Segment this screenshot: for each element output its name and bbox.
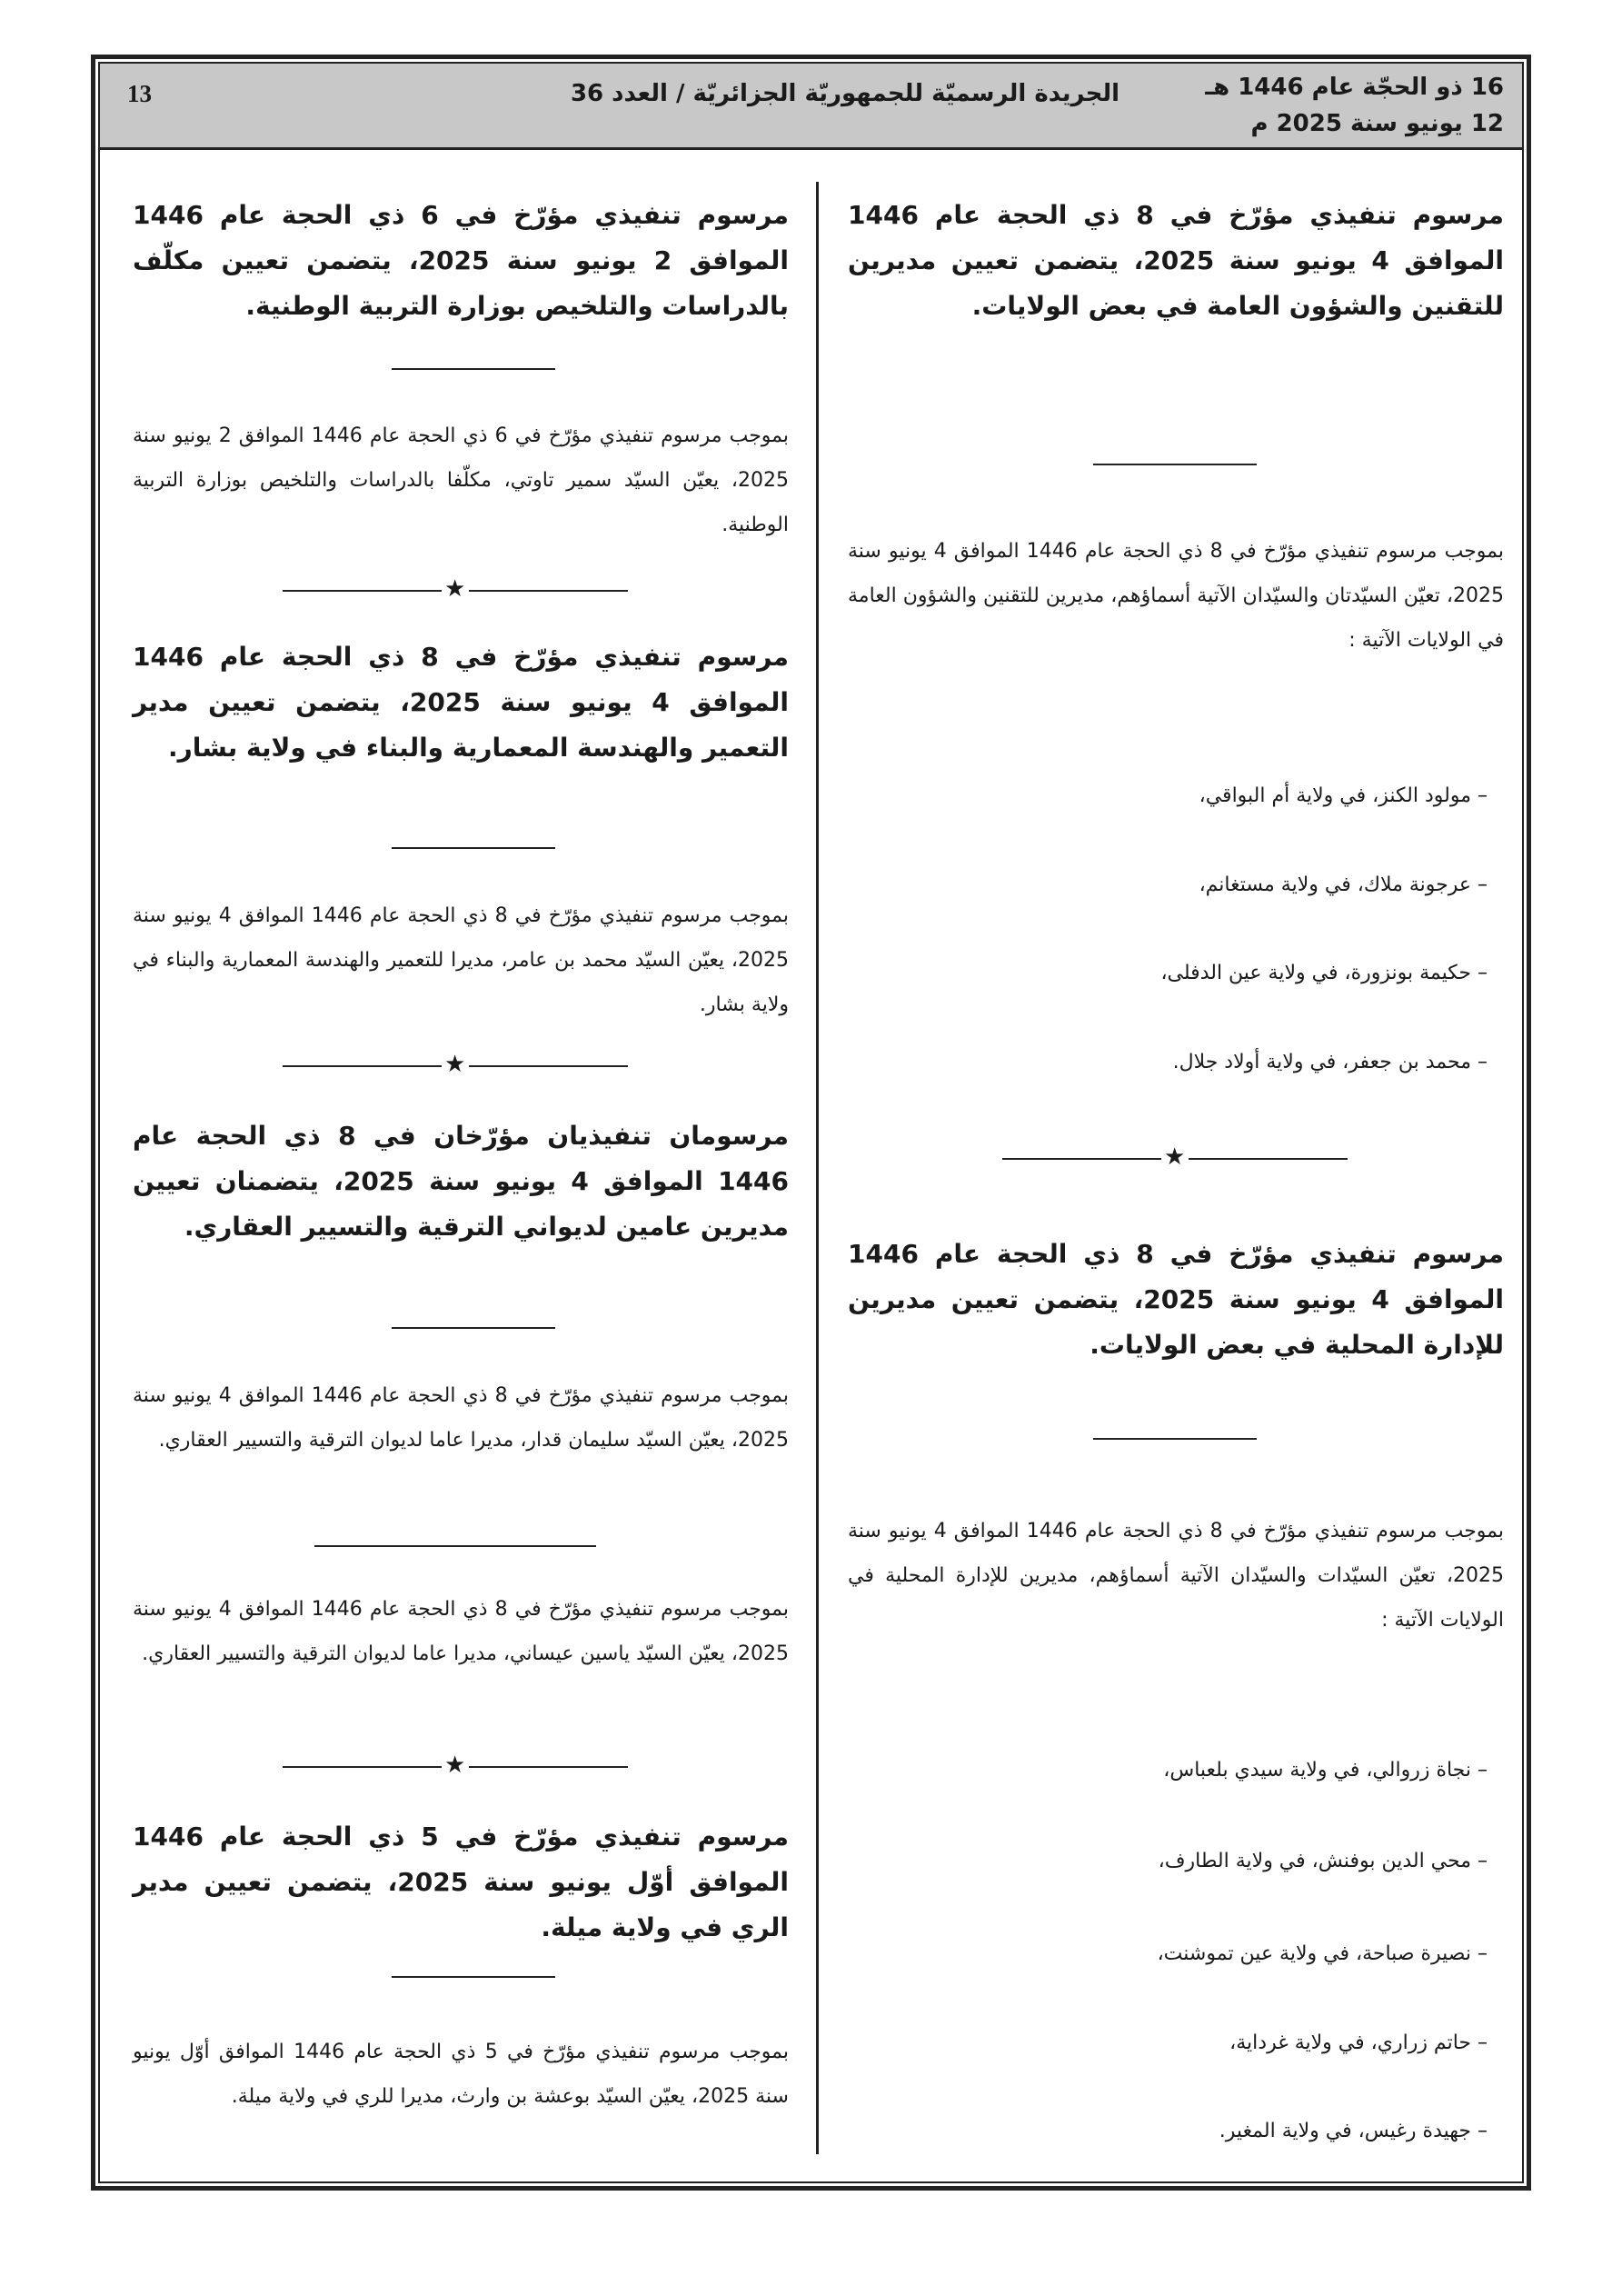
list-item: – محمد بن جعفر، في ولاية أولاد جلال.	[1172, 1051, 1488, 1073]
decree-body: بموجب مرسوم تنفيذي مؤرّخ في 8 ذي الحجة عام 1446 الموافق 4 يونيو سنة 2025، يعيّن السيّد ياسين عيساني، مديرا عاما لديوان الترقية والتسيير العقاري.	[133, 1598, 790, 1665]
page-number: 13	[127, 80, 152, 107]
decree-body: بموجب مرسوم تنفيذي مؤرّخ في 8 ذي الحجة عام 1446 الموافق 4 يونيو سنة 2025، تعيّن السيّدتان والسيّدان الآتية أسماؤهم، مديرين للتقنين والشؤون العامة في الولايات الآتية :	[848, 540, 1505, 652]
decree-heading: مرسومان تنفيذيان مؤرّخان في 8 ذي الحجة عام 1446 الموافق 4 يونيو سنة 2025، يتضمنان تعيين مديرين عامين لديواني الترقية والتسيير العقاري.	[133, 1121, 790, 1242]
list-item: – نجاة زروالي، في ولاية سيدي بلعباس،	[1163, 1759, 1488, 1782]
star-icon: ★	[444, 1752, 466, 1779]
gazette-header	[100, 64, 1522, 150]
decree-body: بموجب مرسوم تنفيذي مؤرّخ في 8 ذي الحجة عام 1446 الموافق 4 يونيو سنة 2025، يعيّن السيّد محمد بن عامر، مديرا للتعمير والهندسة المعمارية والبناء في ولاية بشار.	[133, 904, 790, 1016]
decree-heading: مرسوم تنفيذي مؤرّخ في 5 ذي الحجة عام 1446 الموافق أوّل يونيو سنة 2025، يتضمن تعيين مدير الري في ولاية ميلة.	[133, 1822, 789, 1942]
list-item: – محي الدين بوفنش، في ولاية الطارف،	[1158, 1850, 1488, 1872]
list-item: – حكيمة بونزورة، في ولاية عين الدفلى،	[1160, 962, 1488, 984]
star-separator	[1002, 1145, 1348, 1173]
decree-body: بموجب مرسوم تنفيذي مؤرّخ في 8 ذي الحجة عام 1446 الموافق 4 يونيو سنة 2025، تعيّن السيّدات والسيّدان الآتية أسماؤهم، مديرين للإدارة المحلية في الولايات الآتية :	[848, 1520, 1505, 1632]
separator-line	[392, 1976, 555, 1978]
separator-line	[392, 1327, 555, 1329]
decree-heading: مرسوم تنفيذي مؤرّخ في 6 ذي الحجة عام 1446 الموافق 2 يونيو سنة 2025، يتضمن تعيين مكلّف بالدراسات والتلخيص بوزارة التربية الوطنية.	[133, 200, 789, 321]
star-separator	[283, 1753, 628, 1781]
list-item: – نصيرة صباحة، في ولاية عين تموشنت،	[1157, 1942, 1488, 1965]
star-separator	[283, 577, 628, 604]
separator-line	[1093, 1438, 1257, 1440]
issue-date	[1205, 69, 1504, 142]
list-item: – حاتم زراري، في ولاية غرداية،	[1229, 2031, 1488, 2054]
decree-body: بموجب مرسوم تنفيذي مؤرّخ في 5 ذي الحجة عام 1446 الموافق أوّل يونيو سنة 2025، يعيّن السيّد بوعشة بن وارث، مديرا للري في ولاية ميلة.	[133, 2041, 790, 2108]
star-icon: ★	[444, 1051, 466, 1078]
star-icon: ★	[444, 575, 466, 603]
separator-line	[392, 847, 555, 849]
list-item: – عرجونة ملاك، في ولاية مستغانم،	[1199, 873, 1488, 896]
decree-heading: مرسوم تنفيذي مؤرّخ في 8 ذي الحجة عام 1446 الموافق 4 يونيو سنة 2025، يتضمن تعيين مدير التعمير والهندسة المعمارية والبناء في ولاية بشار.	[133, 642, 789, 763]
decree-heading: مرسوم تنفيذي مؤرّخ في 8 ذي الحجة عام 1446 الموافق 4 يونيو سنة 2025، يتضمن تعيين مديرين للإدارة المحلية في بعض الولايات.	[848, 1239, 1504, 1360]
separator-line	[1093, 464, 1257, 465]
separator-line	[314, 1545, 596, 1547]
star-separator	[283, 1053, 628, 1080]
gazette-title: الجريدة الرسميّة للجمهوريّة الجزائريّة / العدد 36	[570, 80, 1120, 107]
list-item: – مولود الكنز، في ولاية أم البواقي،	[1199, 784, 1488, 807]
decree-body: بموجب مرسوم تنفيذي مؤرّخ في 6 ذي الحجة عام 1446 الموافق 2 يونيو سنة 2025، يعيّن السيّد سمير تاوتي، مكلّفا بالدراسات والتلخيص بوزارة التربية الوطنية.	[133, 424, 790, 536]
list-item: – جهيدة رغيس، في ولاية المغير.	[1219, 2120, 1488, 2142]
column-divider	[816, 182, 819, 2154]
decree-heading: مرسوم تنفيذي مؤرّخ في 8 ذي الحجة عام 1446 الموافق 4 يونيو سنة 2025، يتضمن تعيين مديرين للتقنين والشؤون العامة في بعض الولايات.	[848, 200, 1504, 321]
star-icon: ★	[1164, 1143, 1186, 1171]
gregorian-date: 12 يونيو سنة 2025 م	[1250, 110, 1504, 137]
decree-body: بموجب مرسوم تنفيذي مؤرّخ في 8 ذي الحجة عام 1446 الموافق 4 يونيو سنة 2025، يعيّن السيّد سليمان قدار، مديرا عاما لديوان الترقية والتسيير العقاري.	[133, 1384, 790, 1452]
separator-line	[392, 368, 555, 370]
hijri-date: 16 ذو الحجّة عام 1446 هـ	[1205, 74, 1504, 101]
